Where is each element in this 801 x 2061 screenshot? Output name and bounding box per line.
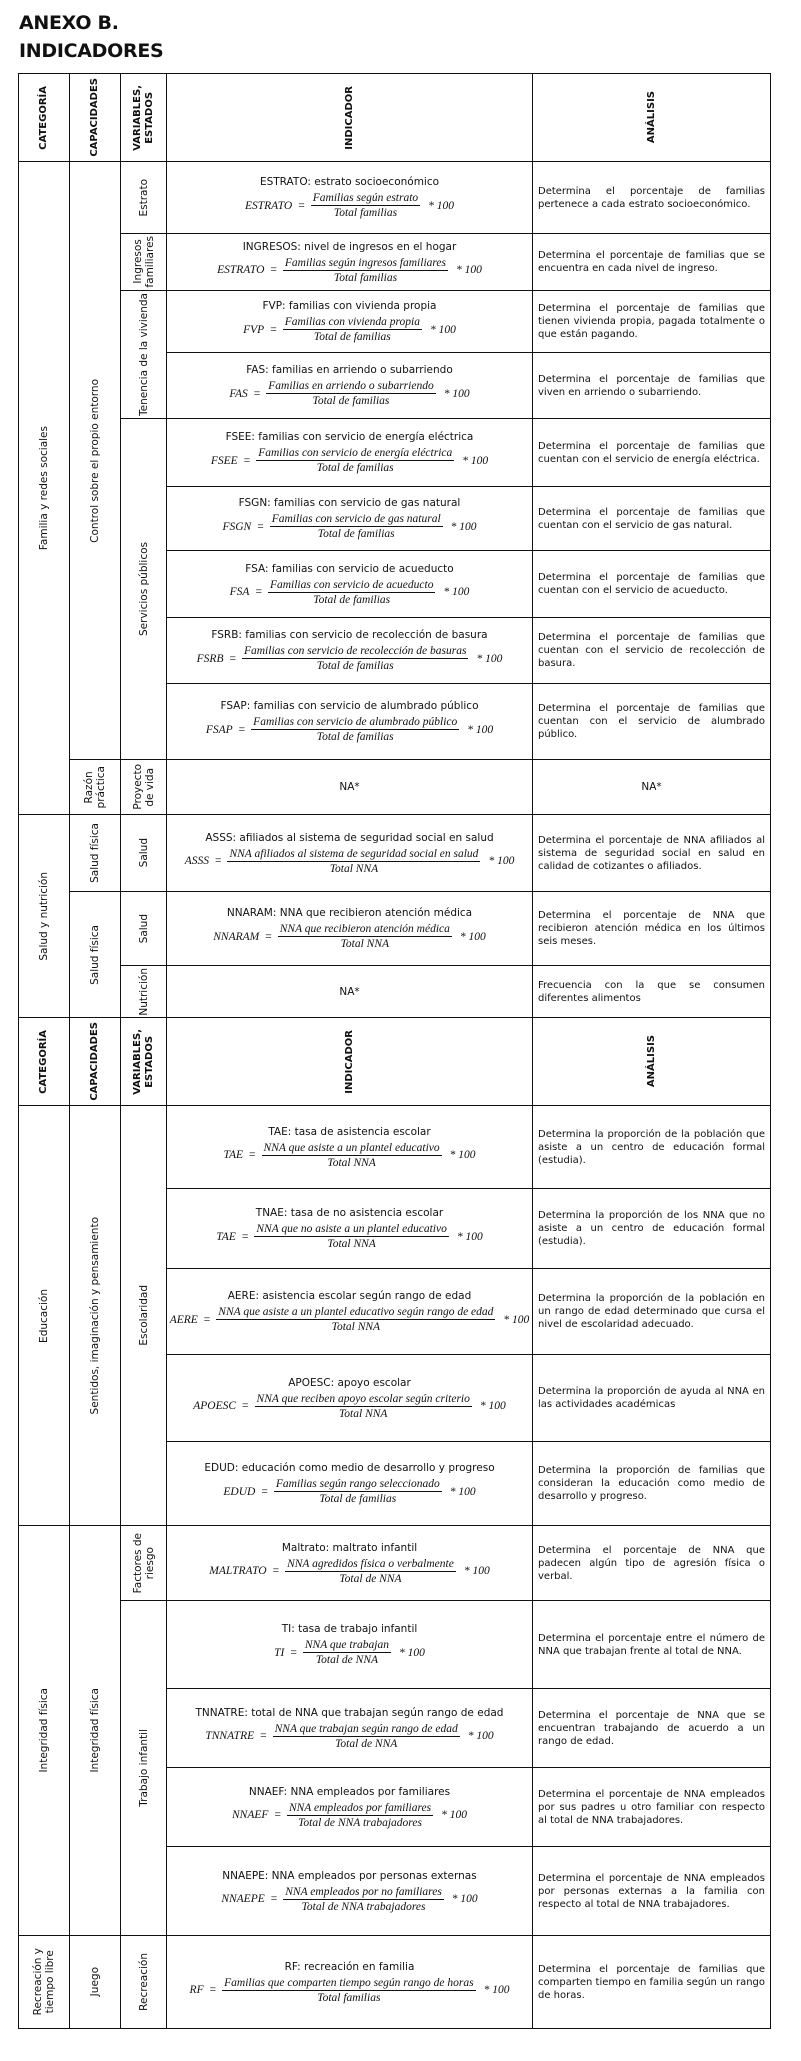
analysis-cell: Determina el porcentaje de familias que se encuentra en cada nivel de ingreso. [533, 234, 771, 291]
indicator-formula [190, 1977, 510, 2004]
formula-fraction [268, 579, 436, 606]
formula-variable: EDUD [223, 1485, 256, 1498]
formula-multiplier: * 100 [479, 1400, 506, 1412]
formula-denominator: Total de familias [316, 731, 394, 743]
formula-numerator: NNA empleados por familiares [288, 1801, 432, 1814]
section-title: INDICADORES [19, 40, 164, 62]
formula-numerator: Familias con servicio de alumbrado público [253, 716, 458, 728]
equals-sign: = [241, 1230, 249, 1243]
analysis-cell: Frecuencia con la que se consumen diferentes alimentos [533, 966, 771, 1018]
formula-fraction [251, 716, 459, 743]
equals-sign: = [270, 264, 277, 276]
formula-variable: TAE [216, 1230, 236, 1243]
formula-variable: TAE [223, 1149, 244, 1161]
indicator-formula [232, 1802, 467, 1829]
header-analisis: ANÁLISIS [533, 1018, 771, 1106]
formula-multiplier: * 100 [467, 1730, 494, 1742]
formula-multiplier: * 100 [449, 1485, 476, 1498]
equals-sign: = [274, 1809, 281, 1821]
indicator-formula [170, 1306, 530, 1333]
analysis-cell: Determina la proporción de los NNA que no asiste a un centro de educación formal (estudia). [533, 1189, 771, 1269]
equals-sign: = [242, 1400, 249, 1412]
indicator-cell [167, 684, 533, 760]
indicator-formula [193, 1393, 506, 1420]
variable-cell: Ingresos familiares [121, 234, 167, 291]
indicator-formula [221, 1886, 477, 1913]
indicator-formula [206, 716, 493, 743]
variable-cell: Escolaridad [121, 1106, 167, 1526]
indicator-formula [274, 1639, 425, 1666]
formula-fraction [274, 1478, 442, 1505]
analysis-cell: Determina el porcentaje de familias que tienen vivienda propia, pagada totalmente o que están pagando. [533, 291, 771, 353]
indicator-cell [167, 1847, 533, 1936]
formula-numerator: NNA que asiste a un plantel educativo [263, 1141, 440, 1154]
variable-cell: Recreación [121, 1936, 167, 2029]
formula-variable: FSRB [196, 652, 224, 665]
formula-multiplier: * 100 [428, 199, 455, 212]
formula-denominator: Total de familias [313, 331, 391, 343]
indicator-formula [229, 380, 469, 407]
formula-denominator: Total de familias [312, 395, 390, 407]
formula-multiplier: * 100 [503, 1313, 530, 1326]
category-cell: Integridad física [19, 1526, 70, 1936]
formula-variable: ASSS [184, 855, 209, 867]
indicator-formula [223, 1478, 475, 1505]
formula-numerator: NNA agredidos física o verbalmente [287, 1557, 454, 1570]
equals-sign: = [255, 586, 262, 598]
formula-denominator: Total de familias [313, 593, 391, 606]
formula-variable: MALTRATO [209, 1565, 267, 1577]
indicator-name: TAE: tasa de asistencia escolar [268, 1125, 431, 1138]
analysis-cell: Determina el porcentaje entre el número de NNA que trabajan frente al total de NNA. [533, 1601, 771, 1689]
indicator-formula [243, 316, 456, 343]
equals-sign: = [270, 323, 277, 336]
indicator-name: TNAE: tasa de no asistencia escolar [255, 1207, 444, 1219]
formula-multiplier: * 100 [443, 387, 470, 400]
analysis-cell: Determina la proporción de familias que consideran la educación como medio de desarrollo y progreso. [533, 1442, 771, 1526]
capacity-cell: Sentidos, imaginación y pensamiento [70, 1106, 121, 1526]
formula-denominator: Total NNA [327, 1156, 376, 1169]
analysis-cell: Determina la proporción de la población que asiste a un centro de educación formal (estudia). [533, 1106, 771, 1189]
formula-multiplier: * 100 [456, 264, 482, 276]
formula-fraction [283, 1886, 444, 1913]
formula-denominator: Total NNA [338, 1407, 388, 1420]
formula-multiplier: * 100 [441, 1809, 467, 1821]
formula-multiplier: * 100 [462, 454, 489, 467]
formula-numerator: Familias con servicio de gas natural [271, 513, 441, 525]
formula-fraction [262, 1142, 442, 1169]
indicator-name: FAS: familias en arriendo o subarriendo [246, 364, 453, 376]
formula-multiplier: * 100 [443, 586, 470, 598]
indicator-cell [167, 291, 533, 353]
formula-variable: APOESC [193, 1400, 237, 1412]
analysis-cell: Determina el porcentaje de familias que comparten tiempo en familia según un rango de horas. [533, 1936, 771, 2029]
table-row [19, 815, 771, 892]
formula-variable: FSEE [210, 454, 238, 467]
formula-numerator: Familias con servicio de acueducto [269, 578, 434, 591]
equals-sign: = [270, 1893, 278, 1905]
formula-multiplier: * 100 [450, 520, 477, 533]
indicator-cell [167, 1936, 533, 2029]
capacity-cell: Salud física [70, 815, 121, 892]
formula-multiplier: * 100 [467, 723, 494, 736]
table-row [19, 892, 771, 966]
indicator-cell [167, 1355, 533, 1442]
indicator-name: FSRB: familias con servicio de recolección de basura [211, 629, 488, 641]
formula-denominator: Total de NNA trabajadores [301, 1900, 426, 1913]
capacity-cell: Razón práctica [70, 760, 121, 815]
formula-denominator: Total de familias [316, 462, 394, 474]
formula-fraction [311, 192, 420, 219]
analysis-cell: Determina el porcentaje de NNA empleados por sus padres u otro familiar con respecto al total de NNA trabajadores. [533, 1768, 771, 1847]
indicator-cell [167, 234, 533, 291]
formula-numerator: Familias en arriendo o subarriendo [268, 380, 434, 392]
indicator-cell [167, 1689, 533, 1768]
formula-fraction [303, 1639, 391, 1666]
formula-variable: FSAP [205, 723, 233, 736]
indicator-formula [205, 1723, 493, 1750]
indicator-cell [167, 1526, 533, 1601]
formula-multiplier: * 100 [483, 1984, 510, 1996]
analysis-cell: Determina la proporción de la población en un rango de edad determinado que cursa el nivel de escolaridad adecuado. [533, 1269, 771, 1355]
indicator-cell [167, 1106, 533, 1189]
indicator-formula [223, 1142, 475, 1169]
indicator-formula [197, 645, 503, 672]
indicator-formula [213, 923, 486, 950]
variable-cell: Servicios públicos [121, 419, 167, 760]
formula-multiplier: * 100 [476, 652, 503, 665]
equals-sign: = [238, 723, 246, 736]
indicator-name: EDUD: educación como medio de desarrollo y progreso [204, 1462, 495, 1474]
analysis-cell: Determina la proporción de ayuda al NNA en las actividades académicas [533, 1355, 771, 1442]
variable-cell: Nutrición [121, 966, 167, 1018]
formula-variable: FVP [243, 323, 265, 336]
formula-denominator: Total de familias [319, 1493, 397, 1505]
formula-fraction [283, 316, 422, 343]
formula-numerator: Familias según rango seleccionado [275, 1478, 440, 1490]
table-row [19, 162, 771, 234]
indicators-table-part-2 [18, 1017, 771, 2029]
formula-numerator: NNA que trabajan según rango de edad [274, 1722, 458, 1735]
formula-numerator: Familias que comparten tiempo según rango de horas [224, 1976, 474, 1989]
analysis-cell: Determina el porcentaje de familias que cuentan con el servicio de gas natural. [533, 487, 771, 551]
formula-variable: ESTRATO [217, 264, 265, 276]
indicator-cell [167, 1269, 533, 1355]
equals-sign: = [298, 199, 305, 212]
indicator-cell [167, 618, 533, 684]
indicator-cell [167, 353, 533, 419]
analysis-cell: Determina el porcentaje de NNA empleados por personas externas a la familia con respecto al total de NNA trabajadores. [533, 1847, 771, 1936]
header-row [19, 1018, 771, 1106]
header-row [19, 74, 771, 162]
analysis-cell: Determina el porcentaje de familias pertenece a cada estrato socioeconómico. [533, 162, 771, 234]
formula-numerator: NNA que asiste a un plantel educativo según rango de edad [218, 1306, 494, 1318]
indicator-name: RF: recreación en familia [284, 1960, 415, 1973]
analysis-cell: Determina el porcentaje de familias que viven en arriendo o subarriendo. [533, 353, 771, 419]
formula-numerator: Familias con servicio de energía eléctrica [258, 447, 453, 459]
equals-sign: = [272, 1565, 280, 1577]
formula-variable: NNAEF [232, 1809, 269, 1821]
analysis-cell: Determina el porcentaje de familias que cuentan con el servicio de acueducto. [533, 551, 771, 618]
indicator-name: ESTRATO: estrato socioeconómico [259, 176, 440, 188]
indicator-cell [167, 892, 533, 966]
indicator-cell [167, 1768, 533, 1847]
formula-multiplier: * 100 [459, 930, 486, 943]
formula-fraction [255, 1393, 472, 1420]
formula-numerator: NNA que recibieron atención médica [279, 923, 450, 935]
category-cell: Familia y redes sociales [19, 162, 70, 815]
formula-denominator: Total NNA [331, 1321, 381, 1333]
indicator-name: NNARAM: NNA que recibieron atención médica [226, 907, 473, 919]
indicator-formula [245, 192, 454, 219]
formula-numerator: NNA empleados por no familiares [285, 1885, 442, 1898]
formula-denominator: Total de familias [316, 660, 394, 672]
equals-sign: = [203, 1313, 211, 1326]
indicator-formula [230, 579, 470, 606]
indicator-formula [216, 1223, 482, 1250]
equals-sign: = [257, 520, 264, 533]
formula-denominator: Total familias [317, 1991, 381, 2004]
formula-numerator: NNA que trabajan [304, 1639, 389, 1651]
equals-sign: = [249, 1149, 256, 1161]
category-cell: Salud y nutrición [19, 815, 70, 1018]
header-variables: VARIABLES, ESTADOS [121, 74, 167, 162]
formula-fraction [222, 1977, 475, 2004]
capacity-cell: Salud física [70, 892, 121, 1018]
indicator-na: NA* [167, 966, 533, 1018]
capacity-cell: Juego [70, 1936, 121, 2029]
table-row [19, 1936, 771, 2029]
formula-fraction [254, 1223, 448, 1250]
indicator-name: AERE: asistencia escolar según rango de edad [227, 1290, 472, 1302]
formula-fraction [278, 923, 452, 950]
formula-numerator: Familias según ingresos familiares [284, 256, 447, 269]
variable-cell: Factores de riesgo [121, 1526, 167, 1601]
formula-numerator: Familias con servicio de recolección de basuras [243, 645, 467, 657]
formula-denominator: Total NNA [340, 938, 390, 950]
formula-variable: FSGN [222, 520, 252, 533]
table-row [19, 1526, 771, 1601]
formula-variable: FSA [229, 586, 250, 598]
formula-multiplier: * 100 [463, 1565, 490, 1577]
variable-cell: Proyecto de vida [121, 760, 167, 815]
indicator-cell [167, 1601, 533, 1689]
formula-fraction [283, 257, 448, 284]
formula-variable: TNNATRE [205, 1730, 255, 1742]
formula-variable: NNARAM [213, 930, 260, 943]
formula-variable: NNAEPE [221, 1893, 265, 1905]
formula-fraction [266, 380, 435, 407]
equals-sign: = [229, 652, 236, 665]
equals-sign: = [214, 855, 222, 867]
indicator-name: APOESC: apoyo escolar [288, 1376, 411, 1389]
formula-fraction [242, 645, 469, 672]
formula-fraction [287, 1802, 433, 1829]
indicator-name: FVP: familias con vivienda propia [262, 300, 437, 312]
formula-denominator: Total de NNA trabajadores [298, 1816, 422, 1829]
indicator-name: FSGN: familias con servicio de gas natural [238, 497, 461, 509]
table-row [19, 966, 771, 1018]
indicator-name: ASSS: afiliados al sistema de seguridad social en salud [205, 831, 494, 844]
table-row [19, 419, 771, 487]
formula-numerator: NNA afiliados al sistema de seguridad social en salud [229, 847, 479, 860]
header-indicador: INDICADOR [167, 1018, 533, 1106]
indicator-formula [185, 848, 515, 875]
indicator-cell [167, 551, 533, 618]
indicator-name: FSA: familias con servicio de acueducto [245, 562, 454, 575]
indicator-formula [217, 257, 482, 284]
formula-multiplier: * 100 [488, 855, 515, 867]
indicators-table-part-1 [18, 73, 771, 1018]
capacity-cell: Integridad física [70, 1526, 121, 1936]
formula-denominator: Total de NNA [335, 1737, 398, 1750]
formula-fraction [270, 513, 443, 540]
formula-numerator: NNA que no asiste a un plantel educativo [256, 1223, 447, 1235]
variable-cell: Salud [121, 892, 167, 966]
formula-denominator: Total de familias [317, 528, 395, 540]
variable-cell: Tenencia de la vivienda [121, 291, 167, 419]
formula-multiplier: * 100 [451, 1893, 478, 1905]
header-variables: VARIABLES, ESTADOS [121, 1018, 167, 1106]
formula-variable: ESTRATO [244, 199, 293, 212]
formula-variable: AERE [169, 1313, 198, 1326]
variable-cell: Salud [121, 815, 167, 892]
indicator-cell [167, 487, 533, 551]
equals-sign: = [209, 1984, 217, 1996]
table-row [19, 1601, 771, 1689]
formula-denominator: Total de NNA [339, 1572, 402, 1585]
formula-numerator: Familias con vivienda propia [284, 316, 421, 328]
indicator-name: Maltrato: maltrato infantil [281, 1541, 418, 1554]
indicator-cell [167, 1189, 533, 1269]
variable-cell: Trabajo infantil [121, 1601, 167, 1936]
table-row [19, 291, 771, 353]
indicator-cell [167, 419, 533, 487]
category-cell: Recreación y tiempo libre [19, 1936, 70, 2029]
formula-multiplier: * 100 [449, 1149, 476, 1161]
formula-fraction [256, 447, 454, 474]
equals-sign: = [290, 1646, 297, 1659]
indicator-name: FSAP: familias con servicio de alumbrado público [220, 700, 479, 712]
equals-sign: = [243, 454, 251, 467]
formula-multiplier: * 100 [399, 1646, 425, 1659]
indicator-name: TNNATRE: total de NNA que trabajan según rango de edad [195, 1706, 504, 1719]
formula-variable: FAS [229, 387, 248, 400]
header-categoria: CATEGORÍA [19, 74, 70, 162]
formula-numerator: Familias según estrato [312, 192, 419, 204]
formula-variable: TI [274, 1646, 285, 1659]
indicator-formula [211, 447, 488, 474]
formula-denominator: Total familias [333, 271, 398, 284]
analysis-cell: Determina el porcentaje de NNA afiliados al sistema de seguridad social en salud en calidad de cotizantes o afiliados. [533, 815, 771, 892]
formula-fraction [216, 1306, 495, 1333]
equals-sign: = [260, 1730, 267, 1742]
indicator-name: FSEE: familias con servicio de energía eléctrica [225, 431, 474, 443]
indicator-name: NNAEF: NNA empleados por familiares [248, 1785, 451, 1798]
indicator-cell [167, 1442, 533, 1526]
formula-denominator: Total familias [333, 207, 398, 219]
analysis-cell: Determina el porcentaje de familias que cuentan con el servicio de energía eléctrica. [533, 419, 771, 487]
formula-denominator: Total NNA [329, 862, 379, 875]
formula-multiplier: * 100 [456, 1230, 483, 1243]
header-categoria: CATEGORÍA [19, 1018, 70, 1106]
analysis-cell: Determina el porcentaje de familias que cuentan con el servicio de recolección de basura. [533, 618, 771, 684]
formula-multiplier: * 100 [430, 323, 456, 336]
annex-title: ANEXO B. [19, 12, 119, 34]
formula-numerator: NNA que reciben apoyo escolar según criterio [256, 1392, 470, 1405]
formula-denominator: Total NNA [327, 1238, 376, 1250]
formula-variable: RF [189, 1984, 204, 1996]
header-capacidades: CAPACIDADES [70, 1018, 121, 1106]
equals-sign: = [265, 930, 272, 943]
indicator-cell [167, 815, 533, 892]
indicator-name: TI: tasa de trabajo infantil [281, 1623, 418, 1635]
variable-cell: Estrato [121, 162, 167, 234]
table-row [19, 760, 771, 815]
equals-sign: = [261, 1485, 268, 1498]
formula-fraction [227, 848, 480, 875]
indicator-name: NNAEPE: NNA empleados por personas externas [222, 1869, 477, 1882]
indicator-name: INGRESOS: nivel de ingresos en el hogar [242, 240, 457, 253]
table-row [19, 1106, 771, 1189]
formula-denominator: Total de NNA [315, 1654, 379, 1666]
capacity-cell: Control sobre el propio entorno [70, 162, 121, 760]
header-capacidades: CAPACIDADES [70, 74, 121, 162]
table-row [19, 234, 771, 291]
category-cell: Educación [19, 1106, 70, 1526]
indicator-formula [222, 513, 476, 540]
formula-fraction [273, 1723, 460, 1750]
indicator-formula [209, 1558, 489, 1585]
analysis-cell: Determina el porcentaje de NNA que se encuentran trabajando de acuerdo a un rango de edad. [533, 1689, 771, 1768]
header-analisis: ANÁLISIS [533, 74, 771, 162]
indicator-na: NA* [167, 760, 533, 815]
analysis-cell: Determina el porcentaje de familias que cuentan con el servicio de alumbrado público. [533, 684, 771, 760]
header-indicador: INDICADOR [167, 74, 533, 162]
analysis-cell: Determina el porcentaje de NNA que padecen algún tipo de agresión física o verbal. [533, 1526, 771, 1601]
analysis-na: NA* [533, 760, 771, 815]
indicator-cell [167, 162, 533, 234]
equals-sign: = [253, 387, 261, 400]
formula-fraction [285, 1558, 456, 1585]
analysis-cell: Determina el porcentaje de NNA que recibieron atención médica en los últimos seis meses. [533, 892, 771, 966]
